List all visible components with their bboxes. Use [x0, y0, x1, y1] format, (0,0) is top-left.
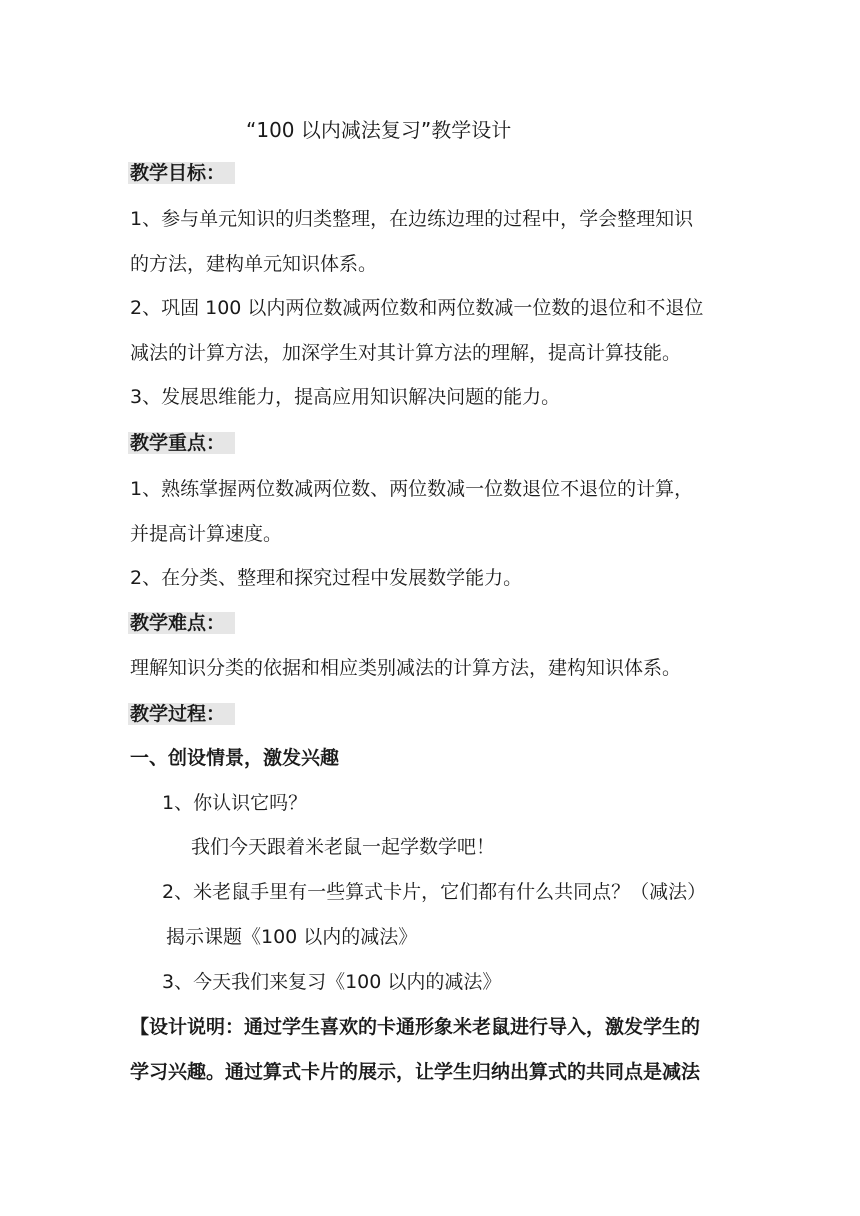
- goal-3: 3、发展思维能力，提高应用知识解决问题的能力。: [130, 386, 561, 408]
- difficulties-heading: [130, 610, 235, 636]
- step-1: 1、你认识它吗？: [162, 792, 308, 814]
- goal-1-line-2: 的方法，建构单元知识体系。: [130, 253, 378, 275]
- goal-1-line-1: 1、参与单元知识的归类整理，在边练边理的过程中，学会整理知识: [130, 208, 694, 230]
- step-2-sub: 揭示课题《100 以内的减法》: [166, 926, 418, 948]
- goals-heading-text: 教学目标：: [128, 162, 235, 184]
- key-points-heading-text: 教学重点：: [128, 432, 235, 454]
- key-point-1-line-1: 1、熟练掌握两位数减两位数、两位数减一位数退位不退位的计算，: [130, 478, 694, 500]
- process-heading-text: 教学过程：: [128, 703, 235, 725]
- step-3: 3、今天我们来复习《100 以内的减法》: [162, 971, 502, 993]
- document-title: “100 以内减法复习”教学设计: [246, 118, 512, 142]
- key-point-2: 2、在分类、整理和探究过程中发展数学能力。: [130, 567, 523, 589]
- design-note-line-1: 【设计说明：通过学生喜欢的卡通形象米老鼠进行导入，激发学生的: [130, 1016, 701, 1038]
- key-point-1-line-2: 并提高计算速度。: [130, 523, 283, 545]
- design-note-line-2: 学习兴趣。通过算式卡片的展示，让学生归纳出算式的共同点是减法: [130, 1061, 701, 1083]
- difficulties-text: 理解知识分类的依据和相应类别减法的计算方法，建构知识体系。: [130, 657, 682, 679]
- goals-heading: [130, 160, 235, 186]
- section-1-heading: 一、创设情景，激发兴趣: [130, 747, 340, 769]
- step-2: 2、米老鼠手里有一些算式卡片，它们都有什么共同点？（减法）: [162, 881, 707, 903]
- difficulties-heading-text: 教学难点：: [128, 612, 235, 634]
- process-heading: [130, 701, 235, 727]
- goal-2-line-1: 2、巩固 100 以内两位数减两位数和两位数减一位数的退位和不退位: [130, 297, 704, 319]
- step-1-sub: 我们今天跟着米老鼠一起学数学吧！: [191, 836, 496, 858]
- key-points-heading: [130, 430, 235, 456]
- goal-2-line-2: 减法的计算方法，加深学生对其计算方法的理解，提高计算技能。: [130, 342, 682, 364]
